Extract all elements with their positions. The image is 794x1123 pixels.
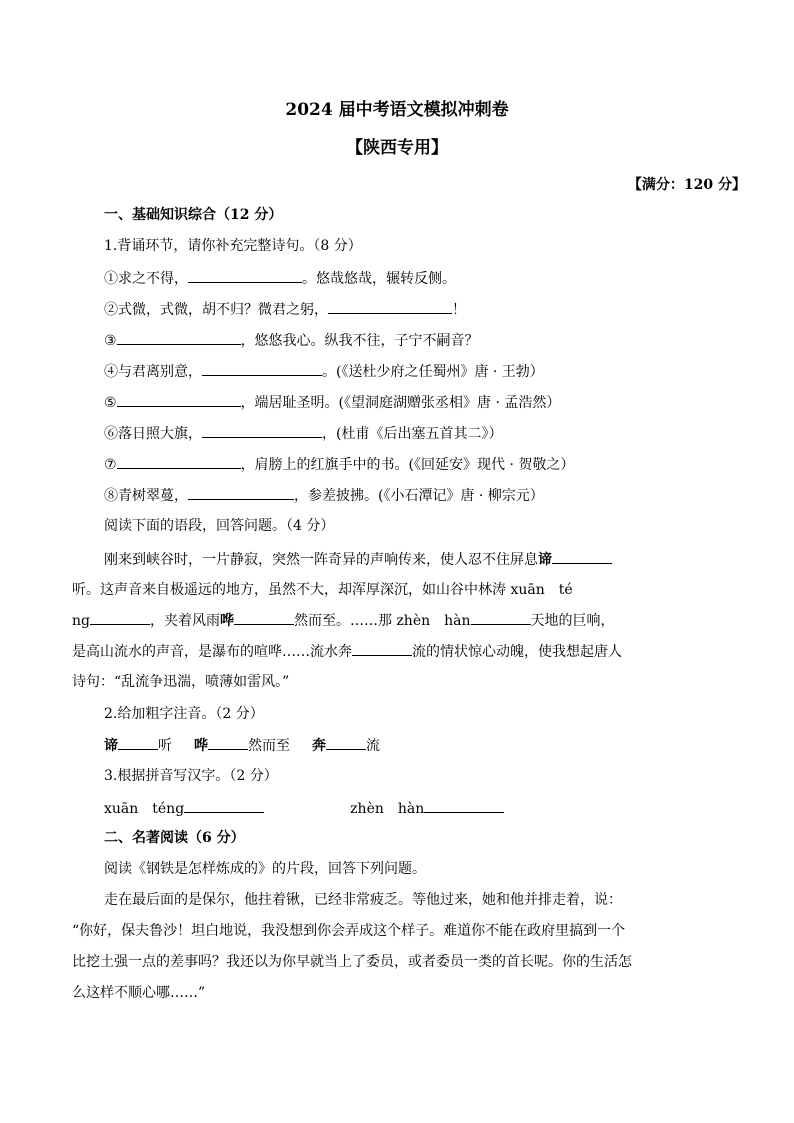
answer-blank[interactable]	[234, 610, 294, 625]
answer-blank[interactable]	[117, 330, 241, 345]
answer-blank[interactable]	[326, 735, 366, 750]
question-2-prompt: 2.给加粗字注音。（2 分）	[104, 706, 264, 722]
poem-item-3: ③ ，悠悠我心。纵我不往，子宁不嗣音？	[104, 330, 479, 351]
poem-item-7: ⑦ ，肩膀上的红旗手中的书。(《回延安》现代 · 贺敬之）	[104, 454, 574, 475]
section-heading-2: 二、名著阅读（6 分）	[104, 830, 245, 846]
excerpt-line-4: 么这样不顺心哪……”	[72, 985, 206, 1001]
answer-blank[interactable]	[202, 423, 322, 438]
question-3-answers: xuān téng zhèn hàn	[104, 798, 504, 819]
passage-line-2: 听。这声音来自极遥远的地方，虽然不大，却浑厚深沉，如山谷中林涛 xuān té	[72, 582, 573, 598]
answer-blank[interactable]	[90, 610, 150, 625]
bold-char-hua: 哗	[219, 613, 234, 629]
passage-line-3: ng ，夹着风雨哗 然而至。……那 zhèn hàn 天地的巨响，	[72, 610, 615, 631]
question-3-prompt: 3.根据拼音写汉字。（2 分）	[104, 768, 278, 784]
bold-char-ben: 奔	[312, 738, 326, 754]
poem-item-1: ①求之不得， 。悠哉悠哉，辗转反侧。	[104, 268, 456, 289]
bold-char-di: 谛	[538, 552, 552, 568]
answer-blank[interactable]	[117, 392, 241, 407]
excerpt-line-3: 比挖土强一点的差事吗？我还以为你早就当上了委员，或者委员一类的首长呢。你的生活怎	[72, 954, 632, 970]
answer-blank[interactable]	[208, 735, 248, 750]
answer-blank[interactable]	[352, 641, 412, 656]
answer-blank[interactable]	[471, 610, 531, 625]
answer-blank[interactable]	[188, 485, 294, 500]
excerpt-line-1: 走在最后面的是保尔，他拄着锹，已经非常疲乏。等他过来，她和他并排走着，说：	[104, 892, 622, 908]
excerpt-line-2: “你好，保夫鲁沙！坦白地说，我没想到你会弄成这个样子。难道你不能在政府里搞到一个	[72, 923, 626, 939]
question-2-answers: 谛 听 哗 然而至 奔 流	[104, 735, 380, 756]
page-title: 2024 届中考语文模拟冲刺卷	[285, 100, 509, 120]
answer-blank[interactable]	[118, 735, 158, 750]
answer-blank[interactable]	[552, 549, 612, 564]
full-score: 【满分：120 分】	[627, 177, 746, 193]
answer-blank[interactable]	[424, 798, 504, 813]
answer-blank[interactable]	[328, 299, 452, 314]
poem-item-2: ②式微，式微，胡不归？微君之躬， ！	[104, 299, 466, 320]
passage-line-4: 是高山流水的声音，是瀑布的喧哗……流水奔 流的情状惊心动魄，使我想起唐人	[72, 641, 622, 662]
page-subtitle: 【陕西专用】	[346, 138, 448, 158]
section-heading-1: 一、基础知识综合（12 分）	[104, 207, 283, 223]
poem-item-5: ⑤ ，端居耻圣明。(《望洞庭湖赠张丞相》唐 · 孟浩然）	[104, 392, 560, 413]
poem-item-4: ④与君离别意， 。(《送杜少府之任蜀州》唐 · 王勃）	[104, 361, 544, 382]
poem-item-8: ⑧青树翠蔓， ，参差披拂。(《小石潭记》唐 · 柳宗元）	[104, 485, 544, 506]
answer-blank[interactable]	[188, 268, 302, 283]
answer-blank[interactable]	[184, 798, 264, 813]
bold-char-di: 谛	[104, 738, 118, 754]
answer-blank[interactable]	[202, 361, 322, 376]
reading-intro: 阅读下面的语段，回答问题。（4 分）	[104, 518, 335, 534]
answer-blank[interactable]	[117, 454, 241, 469]
bold-char-hua: 哗	[194, 738, 208, 754]
passage-line-5: 诗句：“乱流争迅湍，喷薄如雷风。”	[72, 674, 290, 690]
question-1-prompt: 1.背诵环节，请你补充完整诗句。（8 分）	[104, 238, 362, 254]
passage-line-1: 刚来到峡谷时，一片静寂，突然一阵奇异的声响传来，使人忍不住屏息谛	[104, 549, 612, 570]
poem-item-6: ⑥落日照大旗， ，(杜甫《后出塞五首其二》）	[104, 423, 502, 444]
reading-intro-2: 阅读《钢铁是怎样炼成的》的片段，回答下列问题。	[104, 861, 426, 877]
